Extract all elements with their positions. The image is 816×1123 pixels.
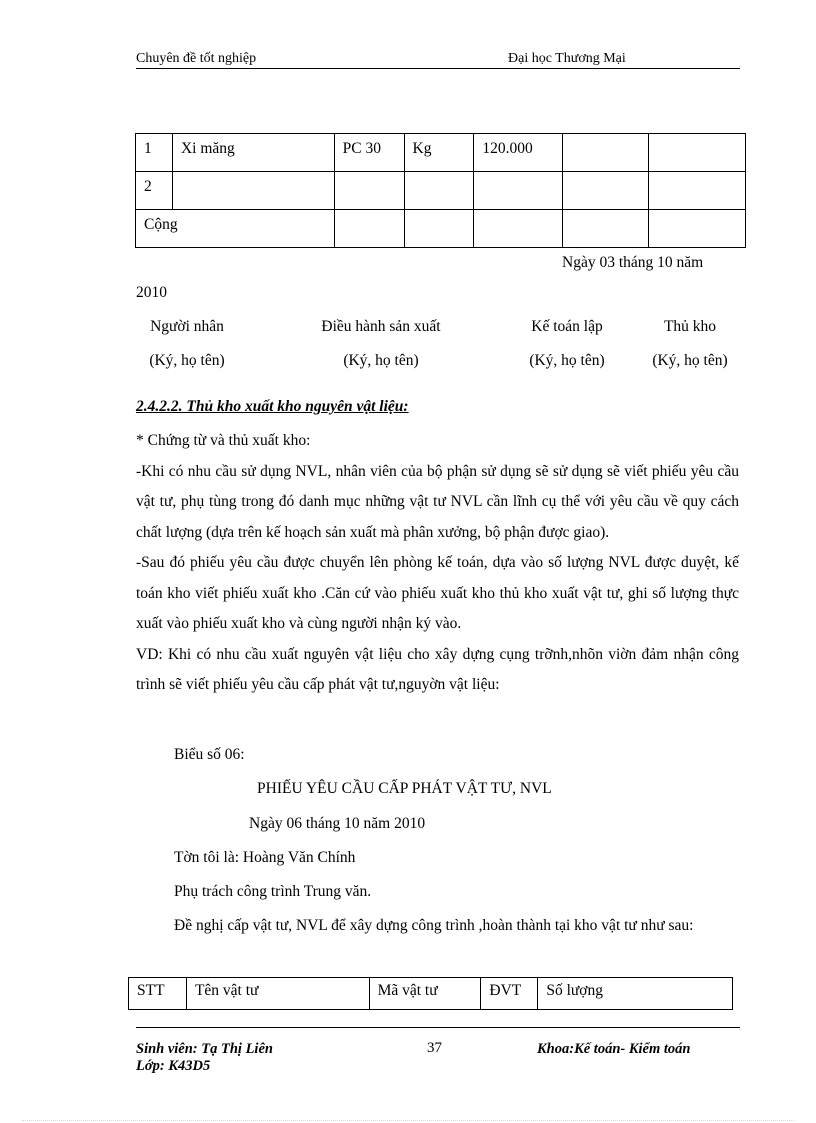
table-cell: PC 30 — [334, 134, 404, 172]
signature-role: Kế toán lập — [531, 318, 603, 335]
paragraph: * Chứng từ và thủ xuất kho: — [136, 432, 311, 449]
form-title: PHIẾU YÊU CẦU CẤP PHÁT VẬT TƯ, NVL — [257, 780, 552, 797]
table-row — [136, 134, 746, 172]
table-cell — [404, 210, 474, 248]
table-cell: 1 — [136, 134, 173, 172]
table-cell — [334, 172, 404, 210]
column-header: Mã vật tư — [369, 978, 481, 1010]
table-cell — [649, 134, 746, 172]
table-cell — [649, 210, 746, 248]
header-rule — [136, 68, 740, 69]
column-header: Số lượng — [538, 978, 733, 1010]
footer-class: Lớp: K43D5 — [136, 1058, 211, 1074]
table-cell — [172, 172, 334, 210]
form-line: Tờn tôi là: Hoàng Văn Chính — [174, 849, 356, 866]
signature-note: (Ký, họ tên) — [343, 352, 419, 369]
date-year: 2010 — [136, 284, 167, 301]
form-line: Phụ trách công trình Trung văn. — [174, 883, 372, 900]
table-cell: Kg — [404, 134, 474, 172]
paragraph: Đề nghị cấp vật tư, NVL để xây dựng công trình ,hoàn thành tại kho vật tư như sau: — [174, 917, 694, 934]
table-cell: 120.000 — [474, 134, 563, 172]
signature-role: Người nhân — [150, 318, 224, 335]
body-text — [136, 426, 739, 701]
footer-faculty: Khoa:Kế toán- Kiểm toán — [537, 1041, 691, 1057]
table-cell — [563, 210, 649, 248]
table-row — [136, 172, 746, 210]
table-cell: Xi măng — [172, 134, 334, 172]
page-edge — [22, 1120, 794, 1121]
table-total-row — [136, 210, 746, 248]
signature-note: (Ký, họ tên) — [652, 352, 728, 369]
table-cell — [404, 172, 474, 210]
table-cell — [563, 134, 649, 172]
table-cell — [474, 172, 563, 210]
total-label: Cộng — [136, 210, 335, 248]
signature-note: (Ký, họ tên) — [529, 352, 605, 369]
footer-rule — [136, 1027, 740, 1028]
table-cell: 2 — [136, 172, 173, 210]
table-cell — [474, 210, 563, 248]
form-request — [136, 911, 739, 942]
table-cell — [649, 172, 746, 210]
column-header: ĐVT — [481, 978, 538, 1010]
section-heading: 2.4.2.2. Thủ kho xuất kho nguyên vật liệu: — [136, 398, 409, 415]
header-left: Chuyên đề tốt nghiệp — [136, 51, 257, 66]
page-number: 37 — [427, 1040, 442, 1056]
request-table — [128, 977, 733, 1010]
signature-note: (Ký, họ tên) — [149, 352, 225, 369]
column-header: STT — [129, 978, 187, 1010]
form-label: Biểu số 06: — [174, 746, 245, 763]
footer-student: Sinh viên: Tạ Thị Liên — [136, 1041, 273, 1057]
materials-table — [135, 133, 746, 248]
table-cell — [563, 172, 649, 210]
signature-role: Điều hành sản xuất — [321, 318, 441, 335]
table-cell — [334, 210, 404, 248]
paragraph: -Khi có nhu cầu sử dụng NVL, nhân viên của bộ phận sử dụng sẽ sử dụng sẽ viết phiếu yêu cầu vật tư, phụ tùng trong đó danh mục những vật tư NVL cần lĩnh cụ thể với yêu cầu về quy cách chất lượng (dựa trên kế hoạch sản xuất mà phân xưởng, bộ phận được giao). — [136, 462, 739, 541]
table-header-row — [129, 978, 733, 1010]
paragraph: VD: Khi có nhu cầu xuất nguyên vật liệu cho xây dựng cụng trỡnh,nhõn viờn đảm nhận công trình sẽ viết phiếu yêu cầu cấp phát vật tư,nguyờn vật liệu: — [136, 645, 739, 693]
signature-role: Thủ kho — [663, 318, 717, 335]
date-line: Ngày 03 tháng 10 năm — [562, 254, 704, 271]
paragraph: -Sau đó phiếu yêu cầu được chuyển lên phòng kế toán, dựa vào số lượng NVL được duyệt, kế toán kho viết phiếu xuất kho .Căn cứ vào phiếu xuất kho thủ kho xuất vật tư, ghi số lượng thực xuất vào phiếu xuất kho và cùng người nhận ký vào. — [136, 554, 739, 632]
header-right: Đại học Thương Mại — [508, 51, 626, 66]
form-date: Ngày 06 tháng 10 năm 2010 — [249, 815, 426, 832]
column-header: Tên vật tư — [186, 978, 369, 1010]
